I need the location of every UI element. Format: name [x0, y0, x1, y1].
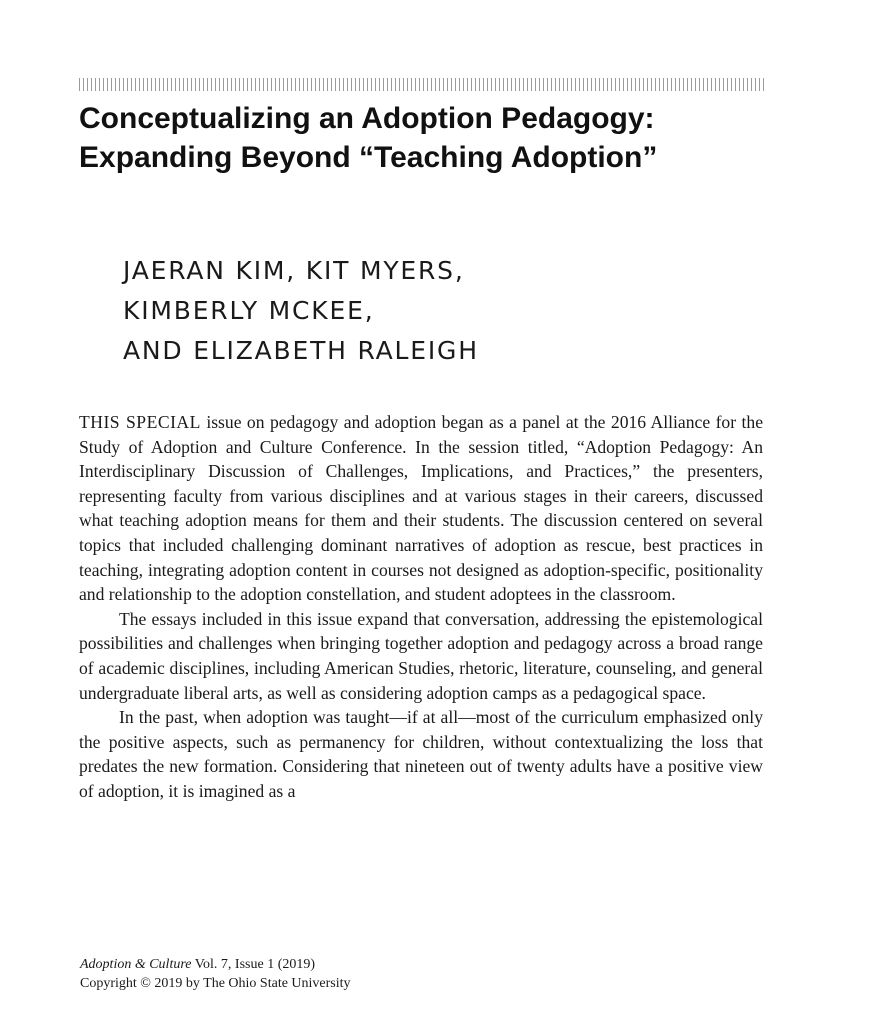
- header-rule: [79, 78, 765, 91]
- article-body: [79, 410, 763, 804]
- paragraph-1: [79, 410, 763, 607]
- paragraph-1-text: issue on pedagogy and adoption began as a panel at the 2016 Alliance for the Study of Adoption and Culture Conference. In the session titled, “Adoption Pedagogy: An Interdisciplinary Discussion of Challenges, Implications, and Practices,” the presenters, representing faculty from various disciplines and at various stages in their careers, discussed what teaching adoption means for them and their students. The discussion centered on several topics that included challenging dominant narratives of adoption as rescue, best practices in teaching, integrating adoption content in courses not designed as adoption-specific, positionality and relationship to the adoption constellation, and student adoptees in the classroom.: [79, 412, 763, 605]
- title-line-2: Expanding Beyond “Teaching Adoption”: [79, 141, 658, 174]
- journal-volume: Vol. 7, Issue 1 (2019): [191, 957, 316, 972]
- journal-citation: [80, 955, 351, 974]
- paragraph-1-lead: THIS SPECIAL: [79, 412, 201, 432]
- page-footer: [80, 955, 351, 993]
- paragraph-3: In the past, when adoption was taught—if at all—most of the curriculum emphasized only the positive aspects, such as permanency for children, without contextualizing the loss that predates the new formation. Considering that nineteen out of twenty adults have a positive view of adoption, it is imagined as a: [79, 707, 763, 801]
- article-title: [79, 99, 799, 177]
- author-list: [123, 251, 479, 371]
- author-line-3: AND ELIZABETH RALEIGH: [123, 336, 479, 365]
- author-line-2: KIMBERLY MCKEE,: [123, 296, 375, 325]
- journal-name: Adoption & Culture: [80, 957, 192, 972]
- title-line-1: Conceptualizing an Adoption Pedagogy:: [79, 102, 655, 135]
- paragraph-2: The essays included in this issue expand that conversation, addressing the epistemological possibilities and challenges when bringing together adoption and pedagogy across a broad range of academic disciplines, including American Studies, rhetoric, literature, counseling, and general undergraduate liberal arts, as well as considering adoption camps as a pedagogical space.: [79, 608, 763, 703]
- copyright-notice: Copyright © 2019 by The Ohio State University: [80, 976, 351, 991]
- author-line-1: JAERAN KIM, KIT MYERS,: [123, 256, 465, 285]
